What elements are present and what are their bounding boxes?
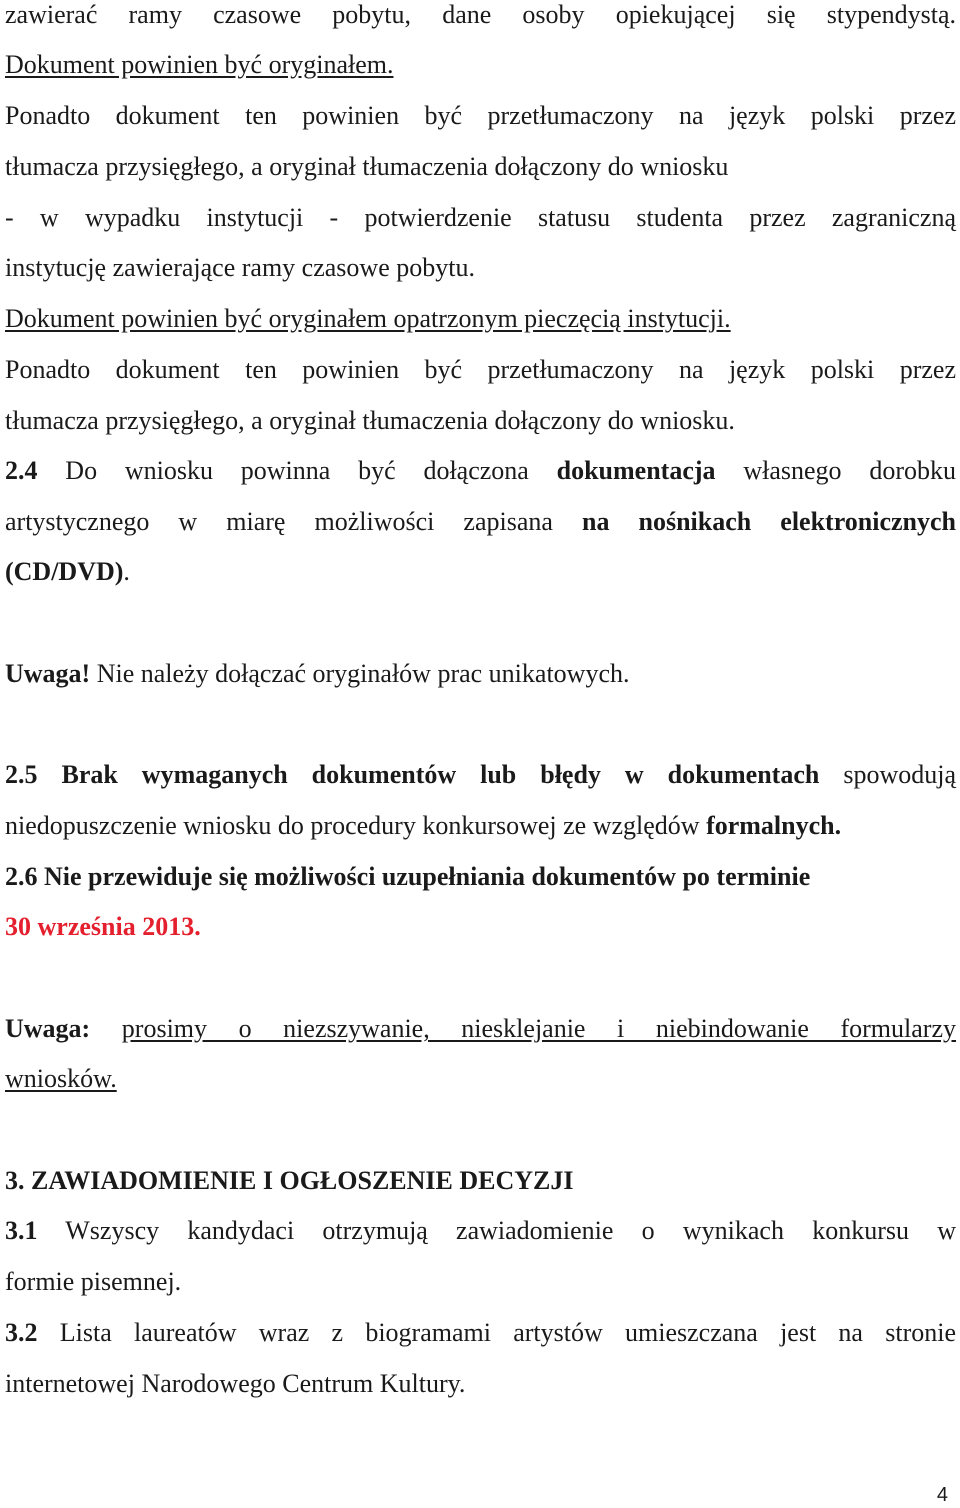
note-1 [5, 659, 630, 689]
section-2-6-line-1 [5, 862, 810, 892]
section-number: 3.2 [5, 1318, 38, 1347]
section-2-4-line-3 [5, 557, 130, 587]
bold-text: formalnych. [706, 811, 842, 840]
section-number: 2.6 [5, 862, 38, 891]
section-2-4-line-2 [5, 507, 956, 537]
note-label: Uwaga: [5, 1014, 91, 1043]
section-3-2-line-2: internetowej Narodowego Centrum Kultury. [5, 1369, 466, 1398]
deadline-date: 30 września 2013. [5, 912, 201, 941]
text-line: instytucję zawierające ramy czasowe pobytu. [5, 253, 475, 282]
text-line: Ponadto dokument ten powinien być przetłumaczony na język polski przez [5, 355, 956, 384]
text-line: tłumacza przysięgłego, a oryginał tłumaczenia dołączony do wniosku [5, 152, 729, 181]
section-number: 3.1 [5, 1216, 38, 1245]
text-span: własnego dorobku [715, 456, 956, 485]
section-number: 2.5 [5, 760, 38, 789]
page-number: 4 [936, 1484, 948, 1506]
text-line: Dokument powinien być oryginałem opatrzonym pieczęcią instytucji. [5, 304, 731, 333]
bold-text: Nie przewiduje się możliwości uzupełniania dokumentów po terminie [37, 862, 811, 891]
section-3-2-line-1 [5, 1318, 956, 1348]
note-text: Nie należy dołączać oryginałów prac unikatowych. [90, 659, 630, 688]
section-2-5-line-1 [5, 760, 956, 790]
text-line: Ponadto dokument ten powinien być przetłumaczony na język polski przez [5, 101, 956, 130]
text-span: niedopuszczenie wniosku do procedury konkursowej ze względów [5, 811, 707, 840]
text-line: - w wypadku instytucji - potwierdzenie statusu studenta przez zagraniczną [5, 203, 956, 232]
text-line: zawierać ramy czasowe pobytu, dane osoby opiekującej się stypendystą. [5, 0, 956, 29]
text-span: . [123, 557, 130, 586]
bold-text: na nośnikach elektronicznych [582, 507, 957, 536]
section-2-4-line-1 [5, 456, 956, 486]
text-line: Dokument powinien być oryginałem. [5, 50, 394, 79]
section-number: 2.4 [5, 456, 38, 485]
text-span: artystycznego w miarę możliwości zapisana [5, 507, 582, 536]
text-span: spowodują [819, 760, 956, 789]
section-3-1-line-2: formie pisemnej. [5, 1267, 182, 1296]
note-label: Uwaga! [5, 659, 91, 688]
text-span: Lista laureatów wraz z biogramami artystów umieszczana jest na stronie [37, 1318, 956, 1347]
section-2-5-line-2 [5, 811, 841, 841]
text-span: Do wniosku powinna być dołączona [37, 456, 557, 485]
bold-text: dokumentacja [556, 456, 716, 485]
text-line: tłumacza przysięgłego, a oryginał tłumaczenia dołączony do wniosku. [5, 406, 735, 435]
note-2-line-1 [5, 1014, 956, 1044]
section-3-1-line-1 [5, 1216, 956, 1246]
note-text: prosimy o niezszywanie, niesklejanie i niebindowanie formularzy [121, 1014, 956, 1043]
bold-text: Brak wymaganych dokumentów lub błędy w dokumentach [37, 760, 820, 789]
text-span: Wszyscy kandydaci otrzymują zawiadomienie o wynikach konkursu w [37, 1216, 956, 1245]
bold-text: (CD/DVD) [5, 557, 124, 586]
note-2-line-2: wniosków. [5, 1064, 117, 1093]
section-3-heading: 3. ZAWIADOMIENIE I OGŁOSZENIE DECYZJI [5, 1166, 574, 1195]
